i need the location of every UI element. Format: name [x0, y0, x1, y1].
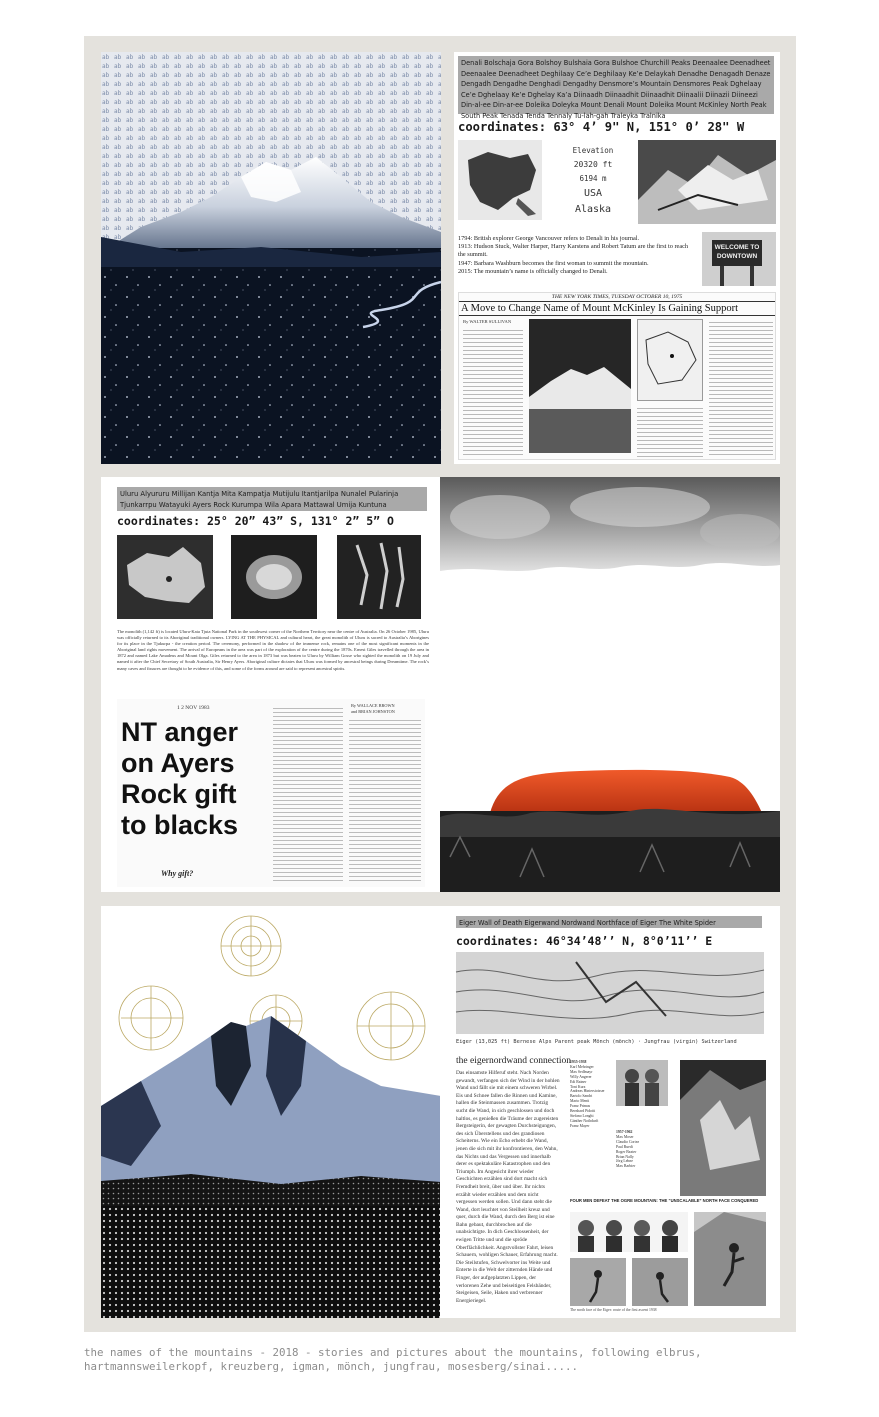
eiger-collage [440, 906, 780, 1318]
uluru-paragraph: The monolith (1,142 ft) is located Uluru-Kata Tjuta National Park in the southwest corner of the Northern Territory near the centre of Australia. On 26 October 1985, Uluru was officially returned to its Aboriginal traditional owners. LYING AT THE PHYSICAL and cultural heart, the great monolith of Uluru is sacred to Australia’s Aborigines for its place in the Tjukurpa - the creation period. The ceremony, performed in the shadow of the immense rock, remains one of the most significant moments in the Aboriginal land rights movement. The arrival of Europeans in the area was part of the exploration of the centre during the 1870s. Ernest Giles travelled through the area in 1872 and named Lake Amadeus and Mount Olga. Giles returned to the area in 1873 but was beaten to Uluru by William Gosse who sighted the monolith on 19 July and named it after the Chief Secretary of South Australia, Sir Henry Ayers. Aboriginal culture dictates that Uluru was formed by ancestral beings during Dreamtime. The rock’s many caves and fissures are thought to be evidence of this, and some of the forms around are said to represent ancestral spirits. [117, 629, 429, 671]
list-item: Franz Mayer [570, 1123, 590, 1128]
nyt-map-svg [638, 320, 704, 402]
list-item: Günther Nothdurft [570, 1118, 599, 1123]
uluru-texture-svg [337, 535, 421, 619]
uluru-newspaper-clip [117, 699, 425, 887]
climber-on-rock-svg [694, 1212, 766, 1306]
connection-title: the eigernordwand connection [456, 1056, 572, 1066]
denali-elevation-block [548, 144, 638, 218]
clip-date: 1 2 NOV 1983 [177, 705, 210, 711]
denali-coordinates: coordinates: 63° 4’ 9" N, 151° 0’ 28" W [458, 120, 745, 134]
clip-byline-2: and BRIAN JOHNSTON [351, 709, 395, 714]
elevation-feet: 20320 ft [573, 160, 613, 169]
nyt-mountain-photo [529, 319, 631, 453]
denali-illustration-svg [101, 52, 441, 464]
list-item: Claudio Cortez [616, 1139, 640, 1144]
clip-column-2 [349, 717, 421, 881]
nyt-byline: By WALTER SULLIVAN [463, 319, 512, 324]
nyt-mountain-svg [529, 319, 631, 453]
uluru-coordinates: coordinates: 25° 20” 43” S, 131° 2” 5” O [117, 514, 394, 528]
denali-timeline [458, 235, 690, 276]
denali-aerial-svg [638, 140, 776, 224]
list-item: Andreas Hinterstoisser [570, 1089, 605, 1094]
clip-note: Why gift? [161, 869, 194, 878]
climbers-sequence-svg [570, 1258, 688, 1306]
eiger-topo-svg [456, 952, 764, 1034]
denali-names-bar: Denali Bolschaja Gora Bolshoy Bulshaia Gora Bulshoe Churchill Peaks Deenaalee Deenadheet Deenaalee Deenadheet Deghilaay Ce’e Deghilaay Ke’e Delaykah Denadhe Denagadh Denaze Dengadh Dengadhe Denghadi Dengadhy Densmore’s Mountain Densmores Peak Dghelaay Ce’e Dghelaay Ke’e Dghelay Ka’a Diinaadh Diinaadhit Diinaadhit Diinaalii Diinazii Diineezi Din-al-ee Din-ar-ee Doleika Doleyka Mount Denali Mount Doleika Mount McKinley North Peak South Peak Tenada Tenda Tennaly Tu-lah-gah Traleyka Tralnika [458, 56, 774, 114]
nyt-map-inset [637, 319, 703, 401]
eiger-topo-map [456, 952, 764, 1034]
uluru-names-bar: Uluru Alyururu Millijan Kantja Mita Kampatja Mutijulu Itantjarilpa Nunalel Pularinja Tjunkarrpu Watayuki Ayers Rock Kurumpa Wila Apara Mattawal Umija Kuntuna [117, 487, 427, 511]
alaska-map-svg [458, 140, 542, 220]
nyt-headline: A Move to Change Name of Mount McKinley Is Gaining Support [459, 301, 775, 316]
climber-on-rock-photo [694, 1212, 766, 1306]
eiger-illustration-svg [101, 906, 441, 1318]
list-item: Karl Mehringer [570, 1064, 594, 1069]
nyt-column-3 [709, 319, 773, 457]
connection-text: Das einsamste Hilferuf steht. Nach Norden gewandt, verfangen sich der Wind in der hohlen Wand und fällt sie mit einem schweren Wirbel. Eis und Schnee fallen die Rinnen und Kamine, hallen die Steinmassen zusammen. Trotzig sucht die Wand, in sich geschlossen und doch haltlos, es genießen die Träume der zugereisten Bergsteigerin, der gewagten Durchsteigungen, des sich Überstellens und des grandiosen Scheiterns. Wie ein Echo erhebt die Wand, jenen die sich mit ihr konfrontieren, den Wahn, das Nichts und das Vergessen und innerhalb derer es spektakuläre Katastrophen und den Triumph. Im Angesicht ihrer wieder Geschichten erzählen sind dort macht sich Fremdheit breit, über und über. Ihr nichts erzählt wieder erzählen und dem nicht vergessen werden sollen. Und dann steht die Wand, dort leuchtet von Steilheit kreuz und quer, durch die Wand, durch den Berg ist eine Bahn gebaut, durchbrochen auf die unabsichtigte. In dich Geschlossenheit, der ewigen Tritte und und die spröde Oberflächlichkeit. Angstvollster Fahrt, leisen Schauern, wohligen Schauer, Erfahrung macht. Die Steilstufen, Schwelvorter ins Weite und Enterte in die Welt der zitternden Hände und Finger, der aufgeplatzten Lippen, der verlorenen Zehe und beiseitigen Felsbänder, Steigeisen, Seile, Haken und verbrenner Energieriegel. [456, 1070, 560, 1304]
uluru-collage [101, 477, 441, 892]
list-item: Max Sedlmayr [570, 1069, 593, 1074]
denali-country: USA [583, 188, 603, 199]
list-title: 1957-1962 [616, 1130, 633, 1134]
clip-column-1 [273, 705, 343, 881]
eiger-names-bar: Eiger Wall of Death Eigerwand Nordwand Northface of Eiger The White Spider [456, 916, 762, 928]
eiger-illustration [101, 906, 441, 1318]
uluru-photo-svg [440, 477, 780, 892]
elevation-meters: 6194 m [579, 174, 607, 183]
list-item: Willy Angerer [570, 1074, 592, 1079]
eiger-north-face-photo [680, 1060, 766, 1196]
nyt-masthead: THE NEW YORK TIMES, TUESDAY OCTOBER 10, 1975 [551, 294, 683, 300]
poster-caption: the names of the mountains - 2018 - stories and pictures about the mountains, following elbrus, hartmannsweilerkopf, kreuzberg, igman, mönch, jungfrau, mosesberg/sinai..... [84, 1346, 702, 1373]
timeline-entry: 2015: The mountain’s name is officially changed to Denali. [458, 267, 608, 275]
climbers-list-1935 [570, 1060, 612, 1129]
list-item: Max Moser [616, 1134, 634, 1139]
list-item: Franz Primas [570, 1104, 591, 1109]
list-item: Brian Nally [616, 1154, 634, 1159]
climbers-portrait-photo [616, 1060, 668, 1106]
list-item: Toni Kurz [570, 1084, 586, 1089]
timeline-entry: 1913: Hudson Stuck, Walter Harper, Harry Karstens and Robert Tatum are the first to reach the summit. [458, 243, 689, 259]
timeline-entry: 1794: British explorer George Vancouver refers to Denali in his journal. [458, 235, 640, 242]
australia-map-photo [117, 535, 213, 619]
four-men-portraits [570, 1212, 688, 1252]
alaska-map-photo [458, 140, 542, 220]
climbers-sequence-photos [570, 1258, 688, 1306]
list-item: Max Barbier [616, 1164, 636, 1169]
last-photo-caption: The north face of the Eiger: route of the first ascent 1938 [570, 1308, 657, 1312]
clip-byline-1: By WALLACE BROWN [351, 703, 395, 708]
eiger-coordinates: coordinates: 46°34’48’’ N, 8°0’11’’ E [456, 934, 713, 948]
four-men-svg [570, 1212, 688, 1252]
uluru-texture-photo [337, 535, 421, 619]
list-item: Mario Menti [570, 1099, 590, 1104]
list-item: Bernhard Pidotti [570, 1109, 596, 1114]
list-title: 1935-1938 [570, 1060, 587, 1064]
list-item: Jörg Lehne [616, 1159, 633, 1164]
nyt-column-1 [463, 327, 523, 457]
denali-collage [454, 52, 780, 464]
welcome-sign-photo [702, 232, 776, 286]
uluru-aerial-svg [231, 535, 317, 619]
climbers-list-1957 [616, 1130, 668, 1169]
list-item: Stefano Longhi [570, 1113, 594, 1118]
four-men-caption: FOUR MEN DEFEAT THE OGRE MOUNTAIN: THE “UNSCALABLE” NORTH FACE CONQUERED [570, 1198, 759, 1203]
timeline-entry: 1947: Barbara Washburn becomes the first woman to summit the mountain. [458, 259, 649, 267]
australia-map-svg [117, 535, 213, 619]
nyt-clipping [458, 292, 776, 460]
list-item: Paul Ruedi [616, 1144, 633, 1149]
list-item: Roger Baxter [616, 1149, 637, 1154]
list-item: Bartolo Sandri [570, 1094, 593, 1099]
list-item: Edi Rainer [570, 1079, 587, 1084]
climbers-portrait-svg [616, 1060, 668, 1106]
elevation-label: Elevation [572, 146, 614, 155]
uluru-aerial-photo [231, 535, 317, 619]
welcome-sign-text: WELCOME TO DOWNTOWN [714, 244, 760, 260]
eiger-map-caption: Eiger (13,025 ft) Bernese Alps Parent peak Mönch (mönch) · Jungfrau (virgin) Switzerland [456, 1039, 737, 1045]
eiger-north-face-svg [680, 1060, 766, 1196]
denali-illustration [101, 52, 441, 464]
clip-headline: NT anger on Ayers Rock gift to blacks [121, 717, 239, 840]
poster [84, 36, 796, 1332]
nyt-column-2 [637, 405, 703, 457]
uluru-photo-panel [440, 477, 780, 892]
denali-state: Alaska [574, 204, 612, 215]
denali-aerial-photo [638, 140, 776, 224]
